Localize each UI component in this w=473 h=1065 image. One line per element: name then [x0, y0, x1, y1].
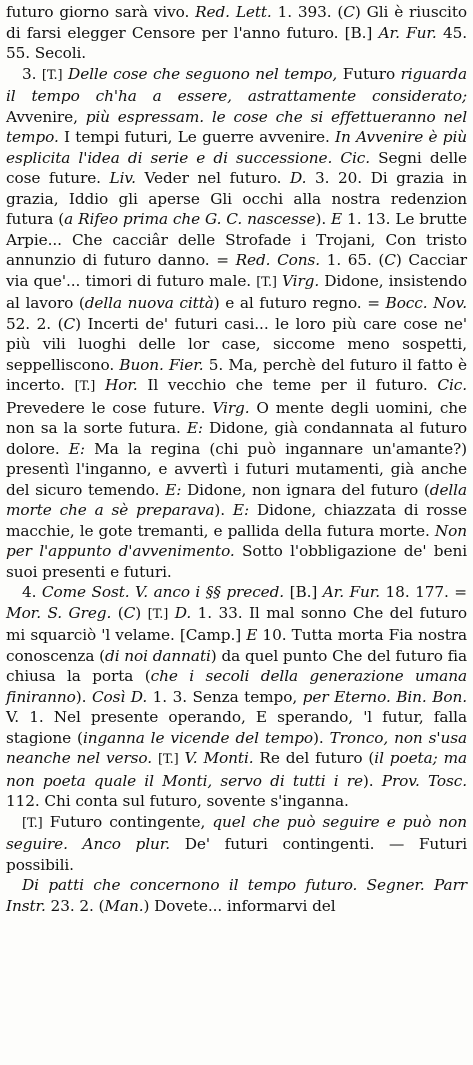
italic-run: Ar. Fur.: [378, 23, 437, 42]
text-run: 52. 2. (: [6, 314, 64, 333]
italic-run: quel che può seguire e può non seguire. Anco plur.: [6, 812, 467, 853]
text-run: ) Incerti de' futuri casi... le loro più care cose ne' più vili luoghi delle lor case, siccome meno sospetti, seppelliscono.: [6, 314, 467, 374]
italic-run: Virg.: [281, 271, 320, 290]
italic-run: della morte che a sè preparava: [6, 480, 467, 519]
text-run: Avvenire,: [6, 107, 86, 126]
text-run: Ma la regina (chi può ingannare un'amante?) presentì l'inganno, e avvertì i futuri mutamenti, già anche del sicuro temendo.: [6, 439, 467, 499]
italic-run: Red. Cons.: [235, 251, 321, 269]
italic-run: a Rifeo prima che G. C. nascesse: [64, 210, 316, 228]
italic-run: Hor.: [104, 376, 138, 394]
text-run: 112. Chi conta sul futuro, sovente s'inganna.: [6, 792, 349, 810]
italic-run: Man.: [104, 896, 144, 915]
text-run: ).: [313, 728, 330, 747]
text-run: 23. 2. (: [45, 896, 105, 915]
italic-run: Liv.: [109, 169, 136, 187]
italic-run: E: [331, 210, 343, 228]
italic-run: E: [246, 626, 258, 644]
text-run: O mente degli uomini, che non sa la sorte futura.: [6, 398, 468, 437]
text-run: 1. 393. (: [271, 3, 344, 21]
text-run: [B.]: [284, 583, 323, 601]
text-run: Segni delle cose future.: [6, 148, 467, 187]
italic-run: il poeta; ma non poeta quale il Monti, servo di tutti i re: [6, 749, 468, 790]
entry-column: [6, 2, 467, 916]
italic-run: di noi dannati: [105, 646, 211, 665]
italic-run: E:: [165, 480, 182, 499]
text-run: Didone, non ignara del futuro (: [181, 480, 430, 499]
text-run: De' futuri contingenti. — Futuri possibili.: [6, 835, 467, 874]
entry-paragraph: [6, 582, 467, 812]
text-run: ).: [75, 687, 92, 706]
text-run: 5. Ma, perchè del futuro il fatto è incerto.: [6, 355, 467, 394]
italic-run: E:: [186, 419, 203, 437]
italic-run: più espressam. le cose che si effettueranno nel tempo.: [6, 107, 467, 146]
entry-paragraph: [6, 875, 467, 916]
text-run: ) da quel punto Che del futuro fia chiusa la porta (: [6, 646, 467, 685]
text-run: Didone, chiazzata di rosse macchie, le gote tremanti, e pallida della futura morte.: [6, 501, 467, 540]
text-run: Didone, insistendo al lavoro (: [6, 271, 467, 312]
text-run: 3. 20. Di grazia in grazia, Iddio gli aperse Gli occhi alla nostra redenzion futura (: [6, 169, 467, 228]
source-tag: [T.]: [41, 67, 63, 83]
italic-run: Prov. Tosc.: [381, 771, 467, 790]
italic-run: D.: [290, 169, 307, 187]
italic-run: V. Monti.: [184, 749, 254, 767]
italic-run: Così D.: [91, 687, 148, 706]
text-run: ) Gli è riuscito di farsi elegger Censore per l'anno futuro. [B.]: [6, 3, 467, 42]
italic-run: che i secoli della generazione umana finiranno: [6, 667, 467, 706]
italic-run: inganna le vicende del tempo: [82, 728, 314, 747]
entry-paragraph: [6, 812, 467, 876]
text-run: 1. 65. (: [320, 251, 385, 269]
italic-run: della nuova città: [84, 294, 214, 312]
italic-run: D.: [174, 603, 192, 622]
text-run: ).: [214, 501, 233, 519]
text-run: ).: [315, 210, 332, 228]
text-run: 1. 33. Il mal sonno Che del futuro mi squarciò 'l velame. [Camp.]: [6, 603, 467, 644]
entry-paragraph: [6, 2, 467, 64]
italic-run: In Avvenire è più esplicita l'idea di serie e di successione. Cic.: [6, 128, 467, 167]
text-run: ) Cacciar via que'... timori di futuro male.: [6, 251, 468, 290]
source-tag: [T.]: [74, 379, 96, 394]
source-tag: [T.]: [256, 274, 277, 290]
italic-run: Non per l'appunto d'avvenimento.: [6, 521, 467, 560]
text-run: 4.: [22, 583, 42, 601]
text-run: [95, 376, 105, 394]
text-run: Didone, già condannata al futuro dolore.: [6, 419, 468, 458]
italic-run: Tronco, non s'usa neanche nel verso.: [6, 728, 467, 767]
entry-paragraph: [6, 64, 467, 583]
italic-run: Bocc. Nov.: [385, 294, 468, 312]
italic-run: Mor. S. Greg.: [6, 603, 112, 622]
text-run: 3.: [22, 64, 42, 83]
text-run: ) Dovete... informarvi del: [143, 896, 336, 915]
text-run: ): [135, 603, 148, 622]
text-run: 1. 13. Le brutte Arpie... Che cacciâr delle Strofade i Trojani, Con tristo annunzio di futuro danno. =: [6, 210, 467, 269]
source-tag: [T.]: [22, 815, 43, 831]
text-run: Futuro contingente,: [42, 812, 213, 831]
text-run: Prevedere le cose future.: [6, 398, 213, 417]
italic-run: C: [123, 603, 136, 622]
italic-run: C: [63, 314, 76, 333]
italic-run: E:: [68, 439, 85, 458]
italic-run: Delle cose che seguono nel tempo,: [62, 64, 343, 83]
text-run: ) e al futuro regno. =: [213, 294, 386, 312]
italic-run: E:: [232, 501, 250, 519]
text-run: I tempi futuri, Le guerre avvenire.: [58, 128, 336, 146]
italic-run: Cic.: [437, 376, 467, 394]
text-run: Sotto l'obbligazione de' beni suoi presenti e futuri.: [6, 542, 467, 581]
text-run: Veder nel futuro.: [135, 169, 291, 187]
italic-run: riguarda il tempo ch'ha a essere, astrattamente considerato;: [6, 64, 467, 105]
italic-run: Red. Lett.: [195, 3, 272, 21]
italic-run: Come Sost. V. anco i §§ preced.: [41, 583, 285, 601]
text-run: Re del futuro (: [253, 749, 375, 767]
italic-run: Ar. Fur.: [322, 583, 381, 601]
text-run: futuro giorno sarà vivo.: [6, 3, 196, 21]
text-run: 45. 55. Secoli.: [6, 23, 467, 62]
text-run: 10. Tutta morta Fia nostra conoscenza (: [6, 626, 467, 665]
text-run: 18. 177. =: [380, 583, 467, 601]
text-run: Il vecchio che teme per il futuro.: [137, 376, 438, 394]
italic-run: Buon. Fier.: [119, 355, 204, 374]
source-tag: [T.]: [157, 752, 179, 767]
italic-run: per Eterno. Bin. Bon.: [302, 687, 468, 706]
italic-run: Virg.: [212, 398, 250, 417]
text-run: 1. 3. Senza tempo,: [147, 687, 303, 706]
source-tag: [T.]: [147, 606, 169, 622]
text-run: V. 1. Nel presente operando, E sperando, 'l futur, falla stagione (: [6, 708, 467, 747]
italic-run: C: [343, 3, 355, 21]
italic-run: C: [384, 251, 396, 269]
text-run: Futuro: [342, 64, 401, 83]
text-run: (: [111, 603, 124, 622]
italic-run: Di patti che concernono il tempo futuro. Segner. Parr Instr.: [6, 876, 467, 915]
text-run: ).: [362, 771, 382, 790]
